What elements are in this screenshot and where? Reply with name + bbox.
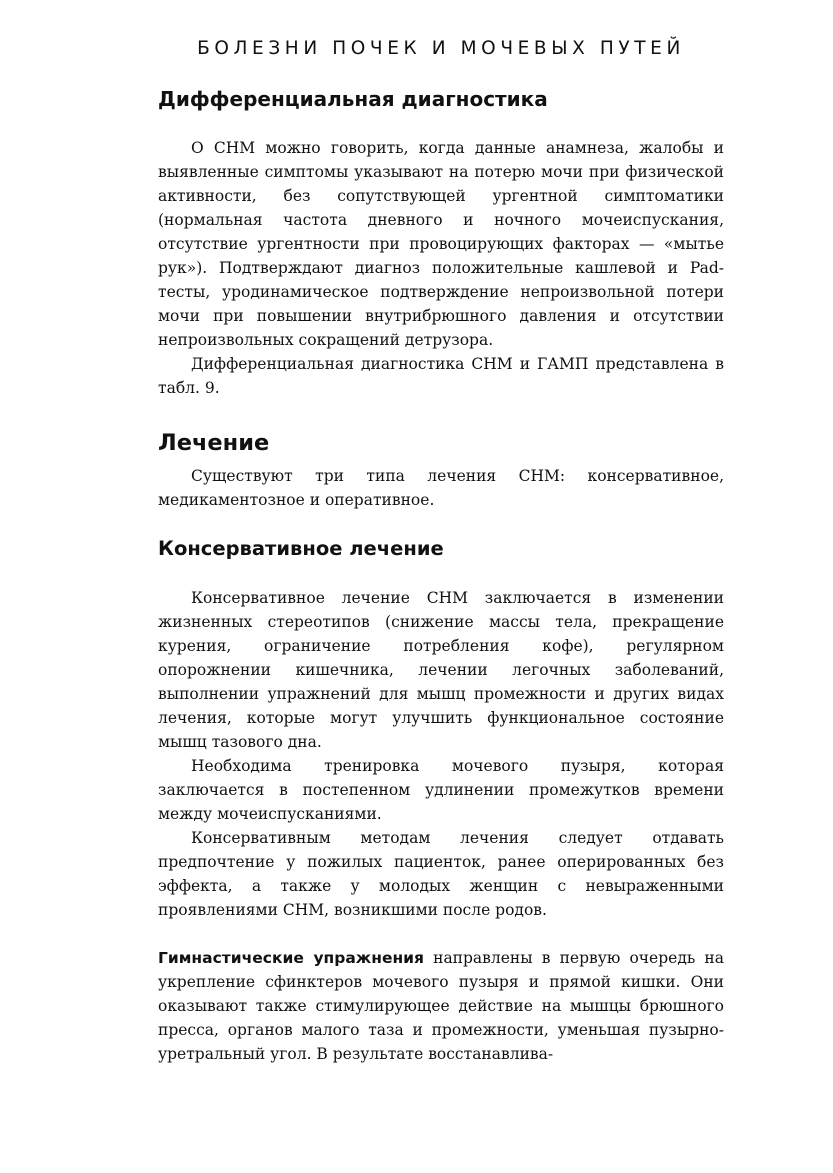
- heading-treatment: Лечение: [158, 430, 270, 456]
- paragraph-treatment-1: Существуют три типа лечения СНМ: консервативное, медикаментозное и оперативное.: [158, 467, 724, 509]
- paragraph-conservative-2: Необходима тренировка мочевого пузыря, которая заключается в постепенном удлинении промежутков времени между мочеиспусканиями.: [158, 757, 724, 823]
- section-conservative-treatment: [158, 536, 724, 1066]
- section-treatment: [158, 428, 724, 512]
- running-title: БОЛЕЗНИ ПОЧЕК И МОЧЕВЫХ ПУТЕЙ: [197, 38, 685, 59]
- run-in-heading-exercises: Гимнастические упражнения: [158, 949, 424, 967]
- section-differential-diagnosis: [158, 86, 724, 400]
- book-page: [158, 36, 724, 1066]
- heading-differential-diagnosis: Дифференциальная диагностика: [158, 87, 548, 111]
- paragraph-differential-1: О СНМ можно говорить, когда данные анамнеза, жалобы и выявленные симптомы указывают на потерю мочи при физической активности, без сопутствующей ургентной симптоматики (нормальная частота дневного и ночного мочеиспускания, отсутствие ургентности при провоцирующих факторах — «мытье рук»). Подтверждают диагноз положительные кашлевой и Pad-тесты, уродинамическое подтверждение непроизвольной потери мочи при повышении внутрибрюшного давления и отсутствии непроизвольных сокращений детрузора.: [158, 139, 724, 349]
- paragraph-conservative-1: Консервативное лечение СНМ заключается в изменении жизненных стереотипов (снижение массы тела, прекращение курения, ограничение потребления кофе), регулярном опорожнении кишечника, лечении легочных заболеваний, выполнении упражнений для мышц промежности и других видах лечения, которые могут улучшить функциональное состояние мышц тазового дна.: [158, 589, 724, 751]
- paragraph-differential-2: Дифференциальная диагностика СНМ и ГАМП представлена в табл. 9.: [158, 355, 724, 397]
- heading-conservative-treatment: Консервативное лечение: [158, 537, 444, 560]
- paragraph-conservative-3: Консервативным методам лечения следует отдавать предпочтение у пожилых пациенток, ранее оперированных без эффекта, а также у молодых женщин с невыраженными проявлениями СНМ, возникшими после родов.: [158, 829, 724, 919]
- paragraph-exercises: [158, 946, 724, 1066]
- paragraph-exercises-text: направлены в первую очередь на укрепление сфинктеров мочевого пузыря и прямой кишки. Они оказывают также стимулирующее действие на мышцы брюшного пресса, органов малого таза и промежности, уменьшая пузырно-уретральный угол. В результате восстанавлива-: [158, 949, 724, 1063]
